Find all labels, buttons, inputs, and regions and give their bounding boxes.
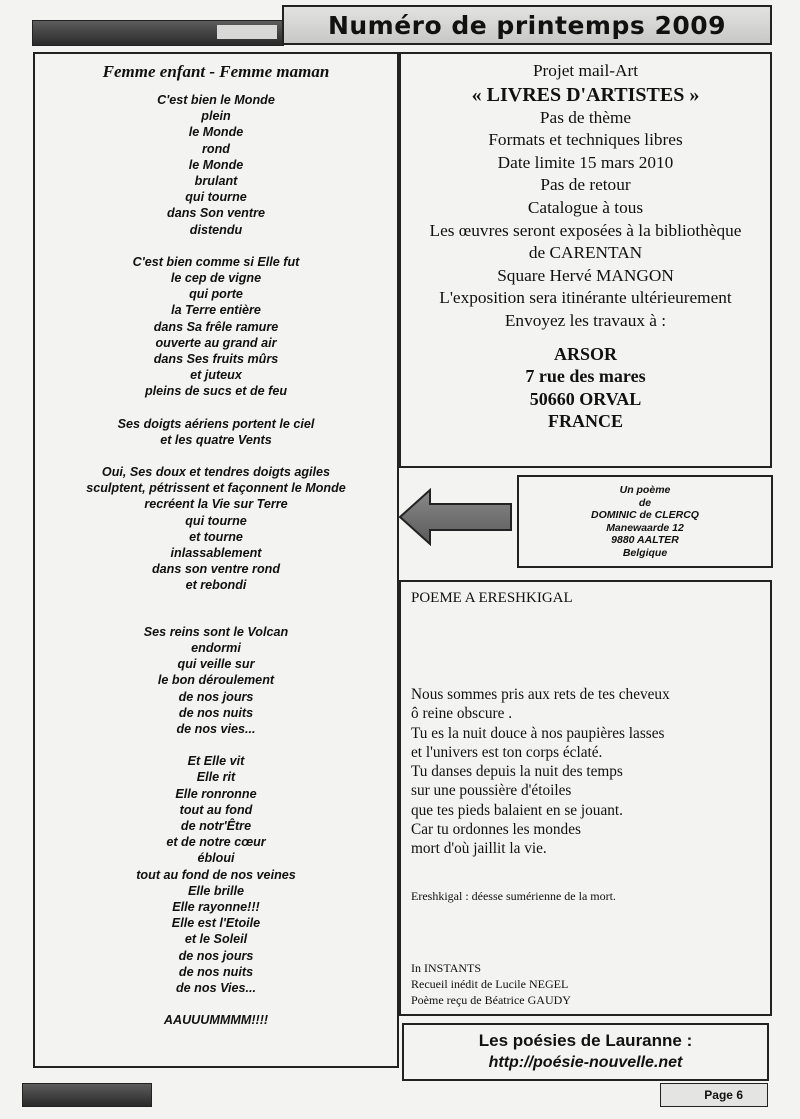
poem-line: inlassablement [170,546,262,561]
poem-line: tout au fond de nos veines [136,867,296,882]
project-heading: « LIVRES D'ARTISTES » [471,83,700,106]
detail-line: Pas de thème [539,107,632,127]
website-heading: Les poésies de Lauranne : [478,1031,693,1050]
source-line: Poème reçu de Béatrice GAUDY [411,993,571,1007]
poem-line: Car tu ordonnes les mondes [411,821,581,839]
page-header [282,5,772,45]
poem-source [411,960,571,1008]
detail-line: de CARENTAN [528,243,643,263]
poem-ereshkigal-body [411,685,760,859]
poem-line: le Monde [188,125,244,140]
poem-line: de nos jours [178,689,254,704]
poem-ereshkigal-title: POEME A ERESHKIGAL [411,590,573,606]
stanza [35,254,397,400]
website-url: http://poésie-nouvelle.net [488,1054,683,1071]
poem-line: et tourne [189,529,243,544]
stanza [35,464,397,594]
project-label: Projet mail-Art [532,61,639,80]
poem-line: et l'univers est ton corps éclaté. [411,743,603,761]
poem-column [33,52,399,1068]
poem-line: Ses reins sont le Volcan [143,624,289,639]
footnote: Ereshkigal : déesse sumérienne de la mort. [411,888,616,903]
poem-line: dans Son ventre [167,206,265,221]
credit-line: de [638,496,652,509]
poem-line: Tu es la nuit douce à nos paupières lasses [411,724,665,742]
poem-line: Elle brille [188,883,244,898]
poem-line: ébloui [197,851,235,866]
detail-line: Pas de retour [540,175,631,195]
poem-line: Nous sommes pris aux rets de tes cheveux [411,686,670,703]
poem-line: Elle est l'Etoile [171,916,261,931]
poem-line: le cep de vigne [170,271,262,286]
mailing-address [401,343,770,433]
detail-line: Formats et techniques libres [488,130,683,150]
poem-line: que tes pieds balaient en se jouant. [411,801,623,819]
poem-credit-box [517,475,773,568]
poem-line: Elle ronronne [175,786,257,801]
poem-line: qui porte [189,287,243,302]
poem-line: qui veille sur [177,657,255,672]
detail-line: Square Hervé MANGON [497,265,674,285]
stanza [35,753,397,996]
poem-line: C'est bien comme si Elle fut [132,254,300,269]
website-box [402,1023,769,1081]
poem-line: Oui, Ses doux et tendres doigts agiles [101,465,331,480]
address-line: 50660 ORVAL [529,388,642,409]
poem-line: et les quatre Vents [160,432,272,447]
poem-line: de nos Vies... [175,980,257,995]
poem-line: C'est bien le Monde [157,93,275,107]
header-decor-bar [32,20,284,46]
source-line: Recueil inédit de Lucile NEGEL [411,977,569,991]
poem-line: distendu [189,222,243,237]
stanza [35,416,397,448]
poem-line: de nos nuits [178,705,254,720]
poem-line: dans son ventre rond [151,562,281,577]
poem-line: dans Sa frêle ramure [153,319,279,334]
stanza [35,624,397,737]
detail-line: Envoyez les travaux à : [504,310,667,330]
poem-line: rond [202,141,230,156]
stanza [35,92,397,238]
detail-line: L'exposition sera itinérante ultérieurement [439,288,732,308]
poem-ereshkigal-box [399,580,772,1016]
poem-line: sculptent, pétrissent et façonnent le Monde [86,481,346,496]
credit-line: 9880 AALTER [611,534,679,546]
poem-line: ouverte au grand air [155,335,277,350]
detail-line: Catalogue à tous [527,197,644,217]
poem-line: qui tourne [185,190,247,205]
stanza [35,1012,397,1028]
poem-line: Tu danses depuis la nuit des temps [411,763,623,781]
credit-line: Belgique [622,546,668,559]
poem-line: le bon déroulement [157,673,275,688]
poem-line: sur une poussière d'étoiles [411,782,572,800]
poem-line: plein [201,109,231,124]
poem-line: le Monde [188,157,244,172]
poem-line: brulant [194,174,238,189]
poem-line: et de notre cœur [166,835,266,850]
credit-line: Un poème [619,484,671,496]
poem-line: de nos jours [178,948,254,963]
footer-decor-bar [22,1083,152,1107]
poem-title: Femme enfant - Femme maman [102,62,330,81]
address-line: ARSOR [553,343,617,364]
poem-line: et rebondi [185,578,247,593]
poem-line: AAUUUMMMM!!!! [163,1013,269,1028]
credit-line: Manewaarde 12 [606,521,684,534]
address-line: FRANCE [548,411,623,432]
poem-line: et le Soleil [184,932,248,947]
credit-line: DOMINIC de CLERCQ [591,509,699,521]
left-arrow-icon [398,488,513,546]
poem-line: endormi [191,640,241,655]
poem-line: ô reine obscure . [411,705,513,723]
poem-line: et juteux [190,368,242,383]
poem-line: Et Elle vit [187,754,245,769]
poem-line: dans Ses fruits mûrs [153,352,279,367]
poem-line: Elle rayonne!!! [172,899,260,914]
poem-line: tout au fond [179,802,253,817]
poem-line: recréent la Vie sur Terre [144,497,288,512]
poem-line: de notr'Être [180,818,252,833]
address-line: 7 rue des mares [525,366,646,387]
source-line: In INSTANTS [411,961,482,975]
poem-line: de nos vies... [176,721,256,736]
poem-line: la Terre entière [171,303,261,318]
project-details [401,107,770,333]
poem-line: Elle rit [196,770,236,785]
page-number: Page 6 [660,1083,768,1107]
detail-line: Les œuvres seront exposées à la bibliothèque [429,220,742,240]
detail-line: Date limite 15 mars 2010 [497,152,674,172]
poem-line: mort d'où jaillit la vie. [411,840,547,858]
poem-body [35,92,397,1028]
poem-line: qui tourne [185,513,247,528]
poem-line: Ses doigts aériens portent le ciel [117,416,315,431]
mail-art-announcement [399,52,772,468]
issue-title: Numéro de printemps 2009 [327,10,727,40]
poem-line: pleins de sucs et de feu [144,384,288,399]
poem-line: de nos nuits [178,964,254,979]
